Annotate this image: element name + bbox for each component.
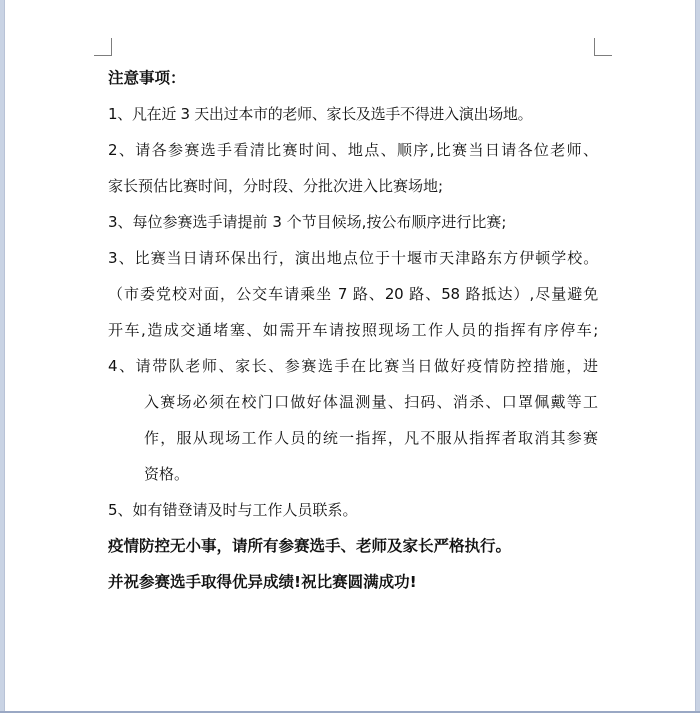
document-title: 注意事项： [108, 69, 186, 87]
document-page [4, 0, 696, 713]
margin-corner-top-right [594, 38, 612, 56]
paragraph-line: 3、比赛当日请环保出行，演出地点位于十堰市天津路东方伊顿学校。 [108, 249, 598, 267]
paragraph-line: 开车,造成交通堵塞、如需开车请按照现场工作人员的指挥有序停车; [108, 321, 598, 339]
paragraph-line: 3、每位参赛选手请提前 3 个节目候场,按公布顺序进行比赛; [108, 213, 507, 231]
paragraph-line: 入赛场必须在校门口做好体温测量、扫码、消杀、口罩佩戴等工 [144, 393, 598, 411]
paragraph-line: 作，服从现场工作人员的统一指挥，凡不服从指挥者取消其参赛 [144, 429, 598, 447]
closing-line: 疫情防控无小事，请所有参赛选手、老师及家长严格执行。 [108, 537, 512, 555]
paragraph-line: 家长预估比赛时间，分时段、分批次进入比赛场地; [108, 177, 444, 195]
paragraph-line: 4、请带队老师、家长、参赛选手在比赛当日做好疫情防控措施，进 [108, 357, 598, 375]
margin-corner-top-left [94, 38, 112, 56]
paragraph-line: 5、如有错登请及时与工作人员联系。 [108, 501, 358, 519]
paragraph-line: （市委党校对面，公交车请乘坐 7 路、20 路、58 路抵达）,尽量避免 [108, 285, 598, 303]
document-body [108, 60, 598, 600]
paragraph-line: 资格。 [144, 465, 190, 483]
closing-line: 并祝参赛选手取得优异成绩!祝比赛圆满成功! [108, 573, 417, 591]
paragraph-line: 1、凡在近 3 天出过本市的老师、家长及选手不得进入演出场地。 [108, 105, 533, 123]
paragraph-line: 2、请各参赛选手看清比赛时间、地点、顺序,比赛当日请各位老师、 [108, 141, 598, 159]
